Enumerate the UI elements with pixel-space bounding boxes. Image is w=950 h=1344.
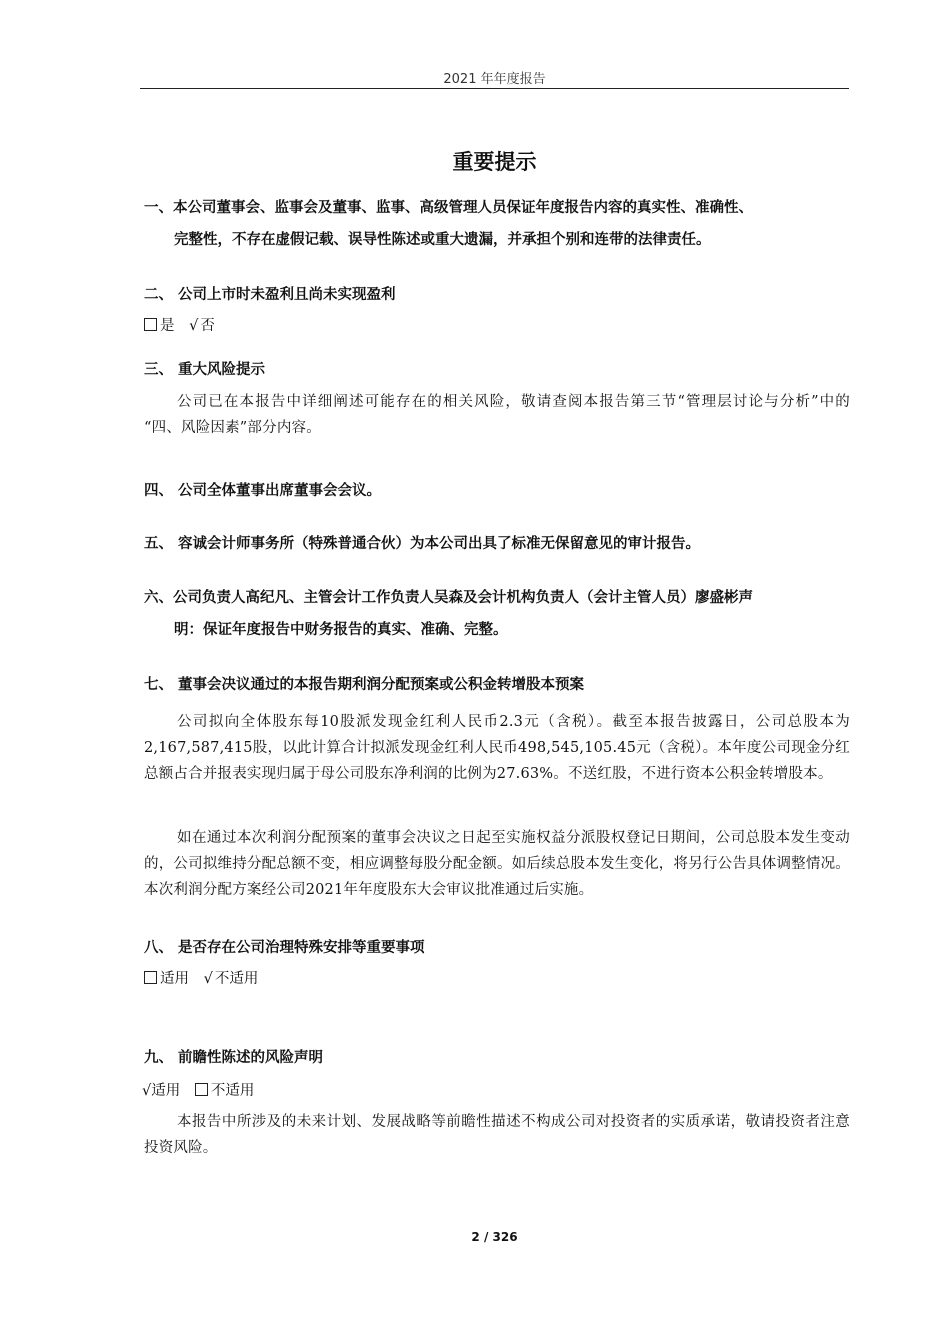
section-1 [144,192,850,256]
section-9-heading: 九、 前瞻性陈述的风险声明 [144,1050,324,1066]
section-3-paragraph: 公司已在本报告中详细阐述可能存在的相关风险，敬请查阅本报告第三节“管理层讨论与分析”中的 “四、风险因素”部分内容。 [144,394,850,436]
section-3-heading: 三、 重大风险提示 [144,362,266,378]
section-8-options [144,967,850,991]
section-6-line2: 明：保证年度报告中财务报告的真实、准确、完整。 [174,622,508,638]
section-7-paragraph-2: 如在通过本次利润分配预案的董事会决议之日起至实施权益分派股权登记日期间，公司总股本发生变动的，公司拟维持分配总额不变，相应调整每股分配金额。如后续总股本发生变化，将另行公告具体调整情况。本次利润分配方案经公司2021年年度股东大会审议批准通过后实施。 [144,830,850,898]
page-number: 2 / 326 [471,1230,518,1244]
page-title: 重要提示 [452,150,537,174]
checkbox-applicable-empty [144,971,157,984]
checkbox-not-applicable-empty [195,1083,208,1096]
check-mark-icon: √ [203,971,213,987]
option-applicable-label: 适用 [151,1083,181,1099]
section-2-heading: 二、 公司上市时未盈利且尚未实现盈利 [144,287,396,303]
section-2-options [144,314,850,338]
option-no-label: 否 [200,318,215,334]
running-header: 2021 年年度报告 [443,72,546,87]
check-mark-icon: √ [189,318,199,334]
section-4-heading: 四、 公司全体董事出席董事会会议。 [144,483,382,499]
option-not-applicable-label: 不适用 [210,1083,255,1099]
section-6 [144,582,850,646]
option-applicable-label: 适用 [160,971,189,987]
option-yes-label: 是 [160,318,175,334]
option-not-applicable-label: 不适用 [214,971,259,987]
check-mark-icon: √ [142,1083,152,1099]
section-7-heading: 七、 董事会决议通过的本报告期利润分配预案或公积金转增股本预案 [144,677,585,693]
section-1-line2: 完整性，不存在虚假记载、误导性陈述或重大遗漏，并承担个别和连带的法律责任。 [174,232,711,248]
section-9-paragraph: 本报告中所涉及的未来计划、发展战略等前瞻性描述不构成公司对投资者的实质承诺，敬请投资者注意投资风险。 [144,1114,850,1156]
section-6-line1: 六、公司负责人高纪凡、主管会计工作负责人吴森及会计机构负责人（会计主管人员）廖盛彬声 [144,590,753,606]
section-5-heading: 五、 容诚会计师事务所（特殊普通合伙）为本公司出具了标准无保留意见的审计报告。 [144,536,701,552]
header-divider [140,88,849,89]
checkbox-yes-empty [144,318,157,331]
section-7-paragraph-1: 公司拟向全体股东每10股派发现金红利人民币2.3元（含税）。截至本报告披露日，公司总股本为2,167,587,415股，以此计算合计拟派发现金红利人民币498,545,105.45元（含税）。本年度公司现金分红总额占合并报表实现归属于母公司股东净利润的比例为27.63%。不送红股，不进行资本公积金转增股本。 [144,714,850,782]
section-8-heading: 八、 是否存在公司治理特殊安排等重要事项 [144,940,425,956]
section-1-line1: 一、本公司董事会、监事会及董事、监事、高级管理人员保证年度报告内容的真实性、准确性、 [144,200,753,216]
section-9-options [144,1079,850,1103]
